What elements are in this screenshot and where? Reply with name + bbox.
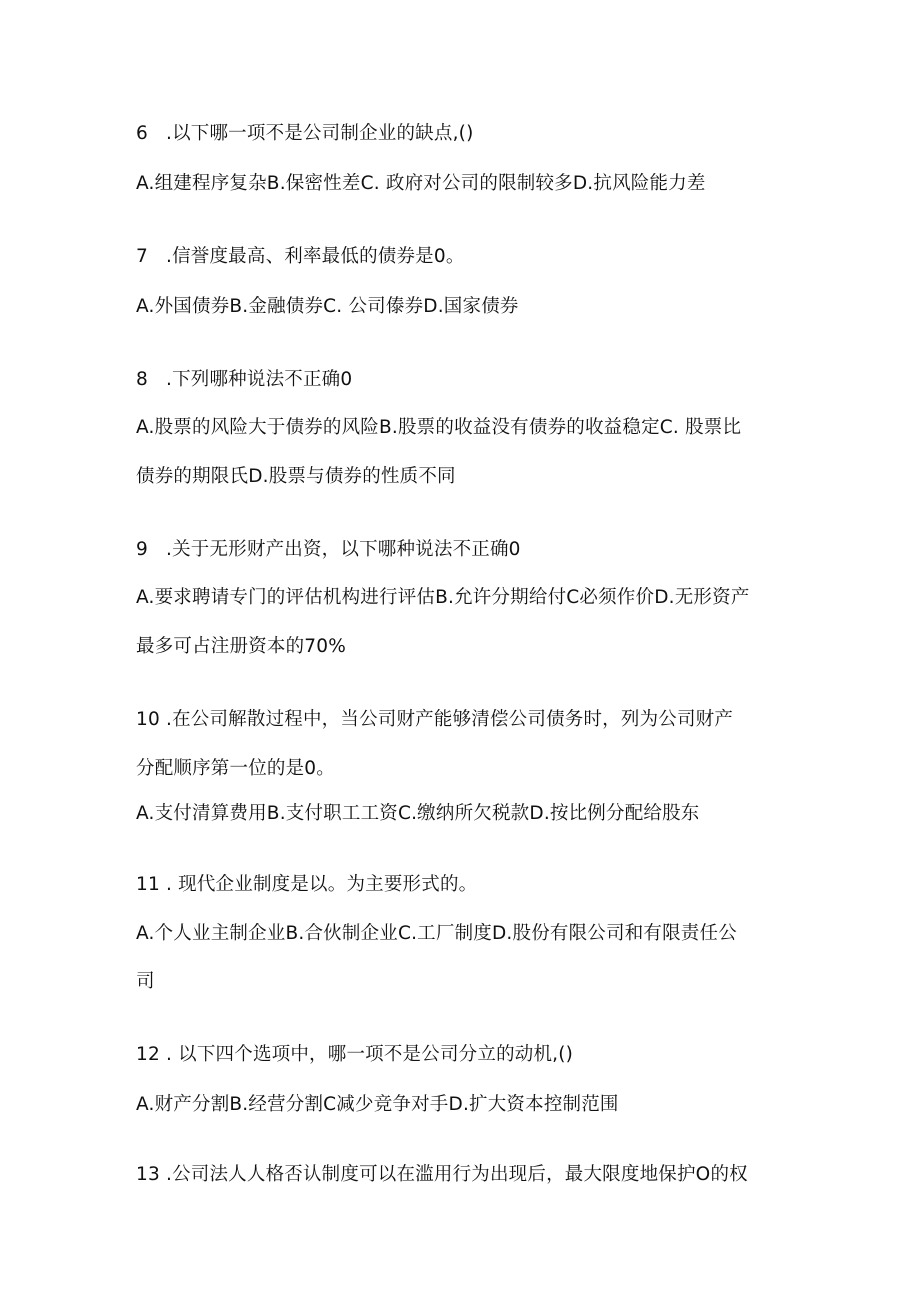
question-11-stem: [136, 873, 477, 897]
question-text: .在公司解散过程中，当公司财产能够清偿公司债务时，列为公司财产: [166, 709, 734, 730]
question-8-stem: [136, 368, 352, 392]
question-number: 6: [136, 123, 148, 144]
question-text: .以下哪一项不是公司制企业的缺点,(): [166, 123, 474, 144]
question-text: .下列哪种说法不正确0: [166, 369, 353, 390]
question-number: 9: [136, 539, 148, 560]
question-number: 11: [136, 874, 160, 895]
question-13-stem: [136, 1163, 748, 1187]
question-10-stem-line-1: [136, 708, 733, 732]
question-9-options-line-2: 最多可占注册资本的70%: [136, 636, 347, 657]
question-number: 13: [136, 1164, 160, 1185]
question-7-options: A.外国债券B.金融债券C. 公司傣券D.国家债券: [136, 296, 519, 317]
question-12-options: A.财产分割B.经营分割C减少竞争对手D.扩大资本控制范围: [136, 1094, 619, 1115]
question-text: . 现代企业制度是以。为主要形式的。: [166, 874, 478, 895]
question-9-stem: [136, 538, 521, 562]
question-10-options: A.支付清算费用B.支付职工工资C.缴纳所欠税款D.按比例分配给股东: [136, 803, 700, 824]
question-10-stem-line-2: 分配顺序第一位的是0。: [136, 758, 335, 779]
question-text: .信誉度最高、利率最低的债券是0。: [166, 246, 465, 267]
question-8-options-line-2: 债券的期限氏D.股票与债券的性质不同: [136, 466, 456, 487]
question-11-options-line-1: A.个人业主制企业B.合伙制企业C.工厂制度D.股份有限公司和有限责任公: [136, 923, 737, 944]
question-text: .公司法人人格否认制度可以在滥用行为出现后，最大限度地保护O的权: [166, 1164, 748, 1185]
question-7-stem: [136, 245, 465, 269]
question-8-options-line-1: A.股票的风险大于债券的风险B.股票的收益没有债券的收益稳定C. 股票比: [136, 417, 742, 438]
question-number: 10: [136, 709, 160, 730]
question-12-stem: [136, 1043, 573, 1067]
question-text: .关于无形财产出资，以下哪种说法不正确0: [166, 539, 521, 560]
question-text: . 以下四个选项中，哪一项不是公司分立的动机,(): [166, 1044, 574, 1065]
question-6-options: A.组建程序复杂B.保密性差C. 政府对公司的限制较多D.抗风险能力差: [136, 173, 706, 194]
question-11-options-line-2: 司: [136, 971, 155, 992]
question-number: 8: [136, 369, 148, 390]
question-number: 7: [136, 246, 148, 267]
question-9-options-line-1: A.要求聘请专门的评估机构进行评估B.允许分期给付C必须作价D.无形资产: [136, 587, 750, 608]
question-number: 12: [136, 1044, 160, 1065]
question-6-stem: [136, 122, 474, 146]
